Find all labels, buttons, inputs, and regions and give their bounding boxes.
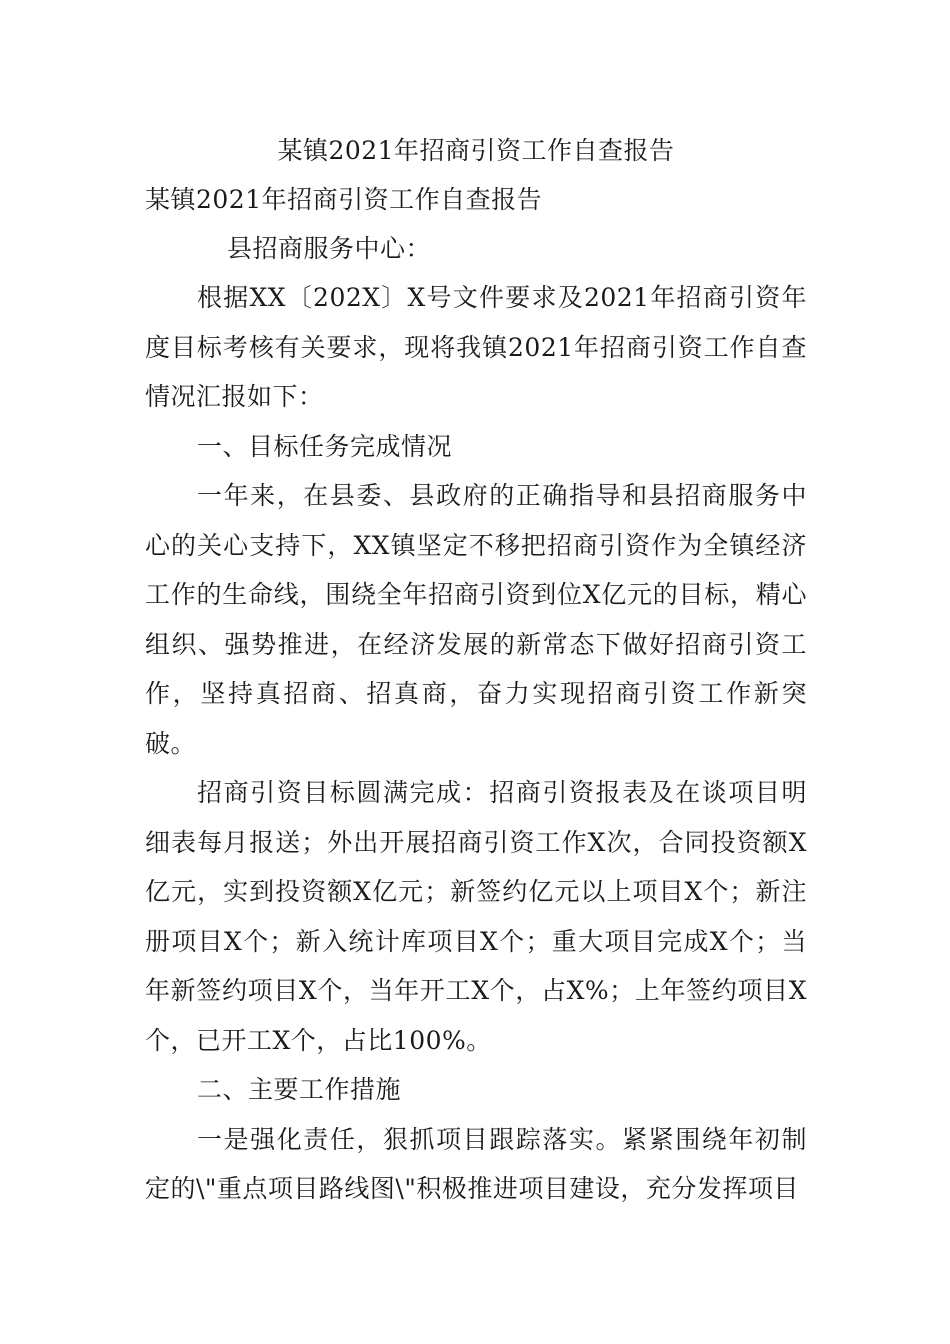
section-1-paragraph-2: 招商引资目标圆满完成：招商引资报表及在谈项目明细表每月报送；外出开展招商引资工作X次，合同投资额X亿元，实到投资额X亿元；新签约亿元以上项目X个；新注册项目X个；新入统计库项目X个；重大项目完成X个；当年新签约项目X个，当年开工X个，占X%；上年签约项目X个，已开工X个，占比100%。: [145, 778, 807, 1055]
document-title: 某镇2021年招商引资工作自查报告: [277, 136, 675, 165]
salutation: 县招商服务中心：: [227, 234, 432, 263]
section-2-paragraph-1: 一是强化责任，狠抓项目跟踪落实。紧紧围绕年初制定的\"重点项目路线图\"积极推进项目建设，充分发挥项目: [145, 1124, 807, 1203]
section-2-heading: 二、主要工作措施: [197, 1075, 402, 1104]
document-subtitle: 某镇2021年招商引资工作自查报告: [145, 185, 543, 214]
intro-paragraph: 根据XX〔202X〕X号文件要求及2021年招商引资年度目标考核有关要求，现将我镇2021年招商引资工作自查情况汇报如下：: [145, 283, 807, 411]
section-1-heading: 一、目标任务完成情况: [197, 431, 453, 461]
section-1-paragraph-1: 一年来，在县委、县政府的正确指导和县招商服务中心的关心支持下，XX镇坚定不移把招商引资作为全镇经济工作的生命线，围绕全年招商引资到位X亿元的目标，精心组织、强势推进，在经济发展的新常态下做好招商引资工作，坚持真招商、招真商，奋力实现招商引资工作新突破。: [145, 481, 807, 758]
document-body: [145, 126, 807, 1214]
